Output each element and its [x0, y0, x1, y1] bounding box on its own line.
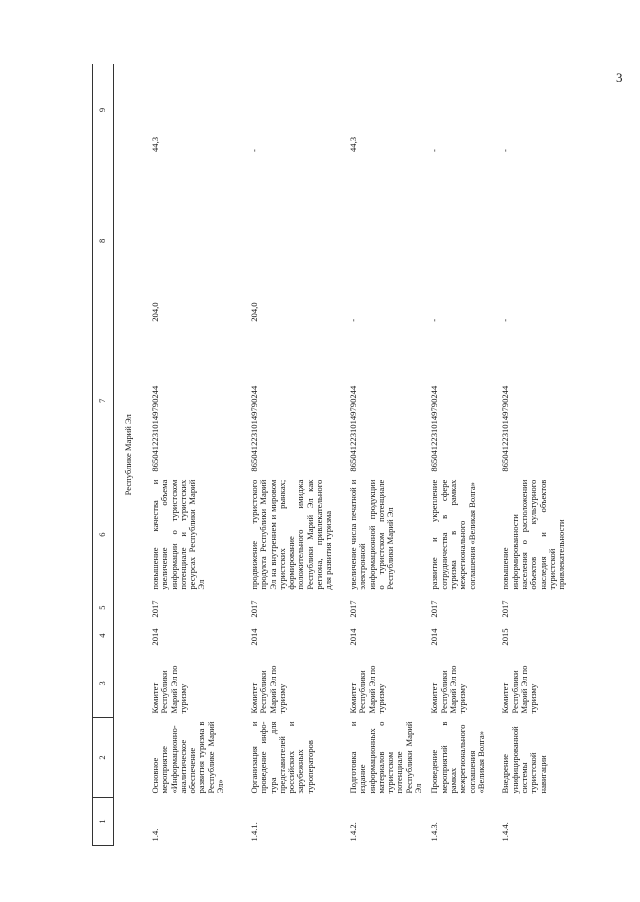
budget-code: 86504122310149790244 [500, 385, 511, 472]
column-9-value: - [249, 149, 259, 152]
budget-code: 86504122310149790244 [150, 385, 160, 472]
table-row [144, 64, 243, 846]
end-year: 2017 [348, 600, 358, 618]
start-year: 2014 [348, 628, 358, 646]
activity-name: Подготовка и издание информационных материалов о туристском потенциале Республики Марий Эл [348, 721, 424, 794]
row-number: 1.4.4. [500, 822, 511, 842]
table-row [243, 64, 342, 846]
amount: - [348, 318, 358, 322]
activity-name: Проведение мероприятий в рамках межрегионального соглашения «Великая Волга» [429, 721, 486, 794]
end-year: 2017 [249, 600, 259, 618]
row-number: 1.4.3. [429, 822, 440, 842]
activity-name: Основное мероприятие «Информационно-аналитическое обеспечение развития туризма в Республике Марий Эл» [150, 721, 226, 794]
expected-result: развитие и укрепление сотрудничества в сфере туризма в рамках межрегионального соглашения «Великая Волга» [429, 479, 477, 590]
column-header: 9 [93, 64, 114, 156]
column-header: 8 [93, 156, 114, 326]
row-number: 1.4. [150, 828, 160, 842]
column-9-value: 44,3 [150, 136, 160, 152]
column-9-value: 44,3 [348, 136, 358, 152]
page-number: 3 [616, 70, 623, 85]
start-year: 2015 [500, 628, 511, 646]
executor: Комитет Республики Марий Эл по туризму [500, 665, 539, 714]
row-number: 1.4.2. [348, 822, 358, 842]
column-header: 3 [93, 650, 114, 718]
expected-result: повышение качества и увеличение объема информации о туристском потенциале и туристских ресурсах Республики Марий Эл [150, 479, 207, 590]
executor: Комитет Республики Марий Эл по туризму [429, 665, 468, 714]
header-row [93, 64, 114, 846]
expected-result: продвижение туристского продукта Республики Марий Эл на внутреннем и мировом туристских рынках; формирование положительного имиджа Республики Марий Эл как региона, привлекательного для развития туризма [249, 479, 334, 590]
section-title: Республике Марий Эл [123, 414, 134, 496]
table-row [342, 64, 423, 846]
activity-name: Внедрение унифицированной системы туристской навигации [500, 726, 548, 794]
amount: 204,0 [150, 302, 160, 322]
table-row [423, 64, 494, 846]
start-year: 2014 [429, 628, 440, 646]
amount: - [500, 318, 511, 322]
end-year: 2017 [429, 600, 440, 618]
expected-result: увеличение числа печатной и электронной информационной продукции о туристском потенциале Республики Марий Эл [348, 479, 396, 590]
column-header: 1 [93, 798, 114, 846]
column-9-value: - [500, 149, 511, 152]
program-table [92, 64, 593, 846]
expected-result: повышение информированности населения о расположении объектов культурного наследия и объектов туристской привлекательности [500, 479, 567, 590]
budget-code: 86504122310149790244 [429, 385, 440, 472]
section-row [114, 64, 145, 846]
executor: Комитет Республики Марий Эл по туризму [348, 665, 386, 714]
end-year: 2017 [150, 600, 160, 618]
column-header: 7 [93, 326, 114, 476]
column-9-value: - [429, 149, 440, 152]
column-header: 5 [93, 594, 114, 622]
executor: Комитет Республики Марий Эл по туризму [150, 665, 188, 714]
amount: - [429, 318, 440, 322]
rotated-sheet [92, 64, 622, 846]
start-year: 2014 [249, 628, 259, 646]
column-header: 6 [93, 476, 114, 594]
end-year: 2017 [500, 600, 511, 618]
activity-name: Организация и проведение инфо-тура для представителей российских и зарубежных туроператоров [249, 721, 315, 794]
column-header: 4 [93, 622, 114, 650]
executor: Комитет Республики Марий Эл по туризму [249, 665, 287, 714]
table-row [494, 64, 593, 846]
column-header: 2 [93, 718, 114, 798]
row-number: 1.4.1. [249, 822, 259, 842]
amount: 204,0 [249, 302, 259, 322]
budget-code: 86504122310149790244 [348, 385, 358, 472]
start-year: 2014 [150, 628, 160, 646]
budget-code: 86504122310149790244 [249, 385, 259, 472]
